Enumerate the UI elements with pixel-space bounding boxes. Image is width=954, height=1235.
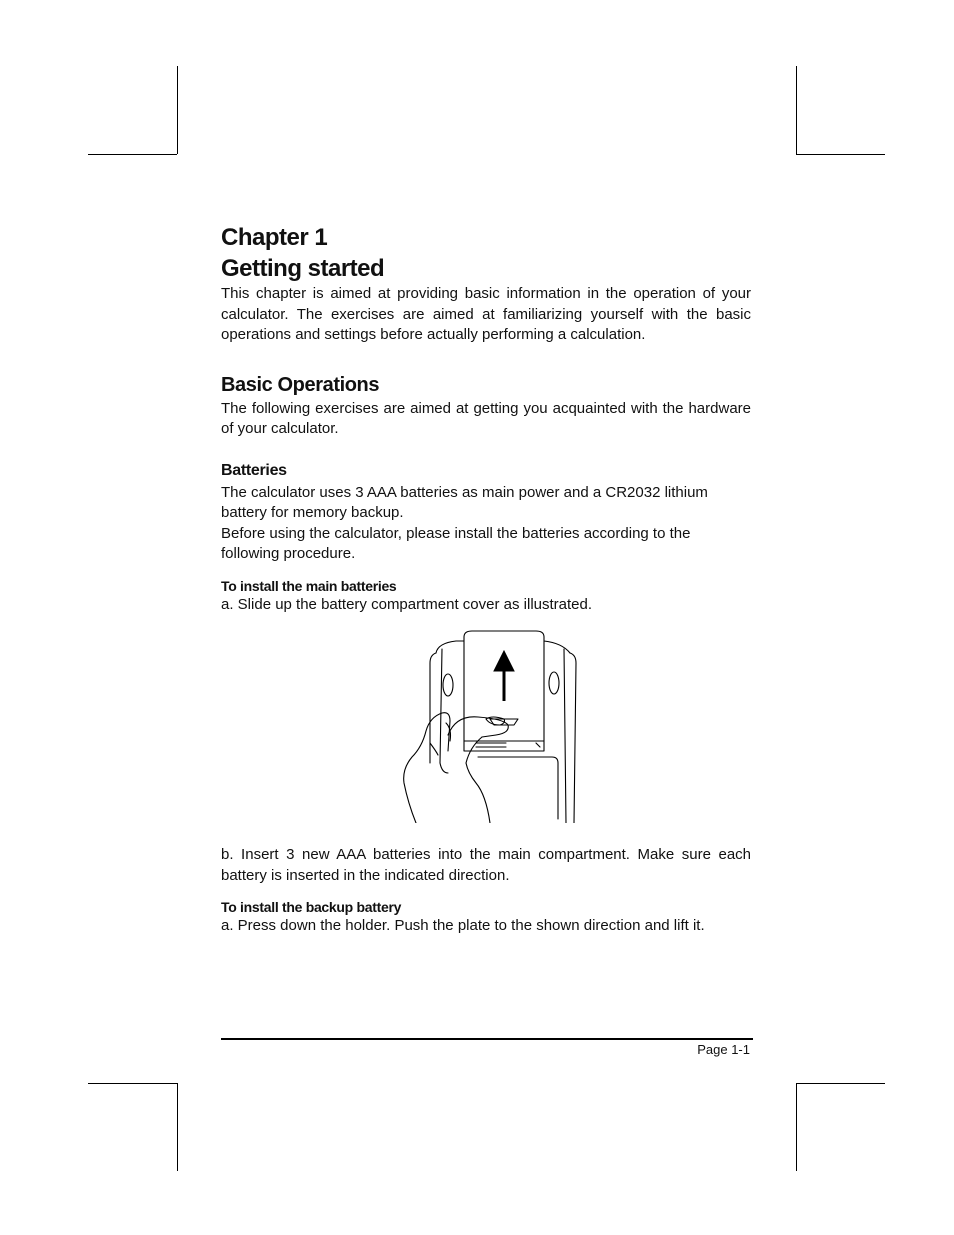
batteries-text-2: Before using the calculator, please install the batteries according to the following procedure. [221, 524, 691, 562]
heading-install-main-batteries: To install the main batteries [221, 577, 397, 594]
crop-mark-bottom-right-vertical [796, 1083, 797, 1171]
chapter-title: Getting started [221, 255, 385, 282]
section-heading-basic-operations: Basic Operations [221, 373, 380, 396]
subsection-heading-batteries: Batteries [221, 461, 287, 479]
batteries-text-1: The calculator uses 3 AAA batteries as main power and a CR2032 lithium battery for memory backup. [221, 483, 708, 521]
crop-mark-bottom-left-vertical [177, 1083, 178, 1171]
crop-mark-top-right-vertical [796, 66, 797, 154]
basic-operations-text: The following exercises are aimed at getting you acquainted with the hardware of your calculator. [221, 399, 751, 437]
battery-cover-slide-illustration [386, 623, 586, 823]
crop-mark-bottom-right-horizontal [796, 1083, 885, 1084]
page-content [221, 222, 751, 937]
page-number: Page 1-1 [697, 1042, 750, 1057]
crop-mark-bottom-left-horizontal [88, 1083, 177, 1084]
crop-mark-top-right-horizontal [796, 154, 885, 155]
main-batteries-step-a: a. Slide up the battery compartment cover as illustrated. [221, 595, 593, 613]
crop-mark-top-left-vertical [177, 66, 178, 154]
crop-mark-top-left-horizontal [88, 154, 177, 155]
chapter-intro: This chapter is aimed at providing basic information in the operation of your calculator. The exercises are aimed at familiarizing yourself with the basic operations and settings before actually performing a calculation. [221, 285, 751, 343]
backup-battery-step-a: a. Press down the holder. Push the plate to the shown direction and lift it. [221, 917, 705, 934]
main-batteries-step-b: b. Insert 3 new AAA batteries into the main compartment. Make sure each battery is inserted in the indicated direction. [221, 846, 751, 884]
footer-rule [221, 1038, 753, 1040]
chapter-label: Chapter 1 [221, 224, 328, 251]
heading-install-backup-battery: To install the backup battery [221, 899, 402, 915]
